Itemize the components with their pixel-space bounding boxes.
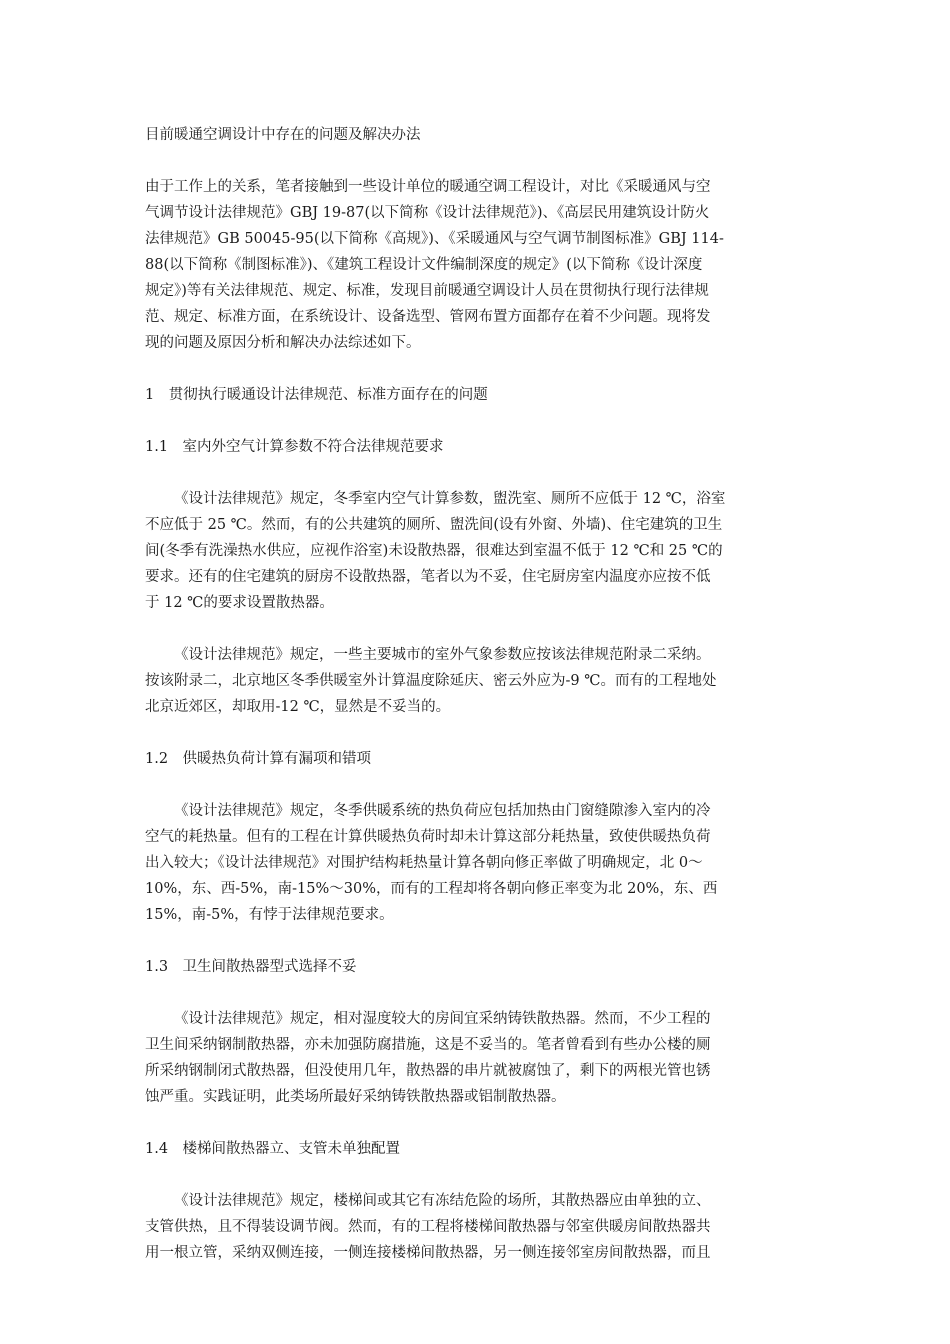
- paragraph-line: 蚀严重。实践证明，此类场所最好采纳铸铁散热器或铝制散热器。: [145, 1089, 566, 1105]
- paragraph-line: 《设计法律规范》规定，相对湿度较大的房间宜采纳铸铁散热器。然而，不少工程的: [174, 1011, 711, 1027]
- section-1-3-paragraph-1: [145, 1006, 807, 1110]
- section-1-4-heading: 1.4 楼梯间散热器立、支管未单独配置: [145, 1141, 401, 1157]
- paragraph-line: 不应低于 25 ℃。然而，有的公共建筑的厕所、盥洗间(设有外窗、外墙)、住宅建筑的卫生: [145, 517, 723, 533]
- paragraph-line: 出入较大；《设计法律规范》对围护结构耗热量计算各朝向修正率做了明确规定，北 0～: [145, 855, 703, 871]
- paragraph-line: 气调节设计法律规范》GBJ 19-87(以下简称《设计法律规范》)、《高层民用建筑设计防火: [145, 205, 710, 221]
- section-1-2-heading: 1.2 供暖热负荷计算有漏项和错项: [145, 751, 372, 767]
- paragraph-line: 88(以下简称《制图标准》)、《建筑工程设计文件编制深度的规定》(以下简称《设计深度: [145, 257, 703, 273]
- paragraph-line: 卫生间采纳钢制散热器，亦未加强防腐措施，这是不妥当的。笔者曾看到有些办公楼的厕: [145, 1037, 711, 1053]
- paragraph-line: 所采纳钢制闭式散热器，但没使用几年，散热器的串片就被腐蚀了，剩下的两根光管也锈: [145, 1063, 711, 1079]
- paragraph-line: 用一根立管，采纳双侧连接，一侧连接楼梯间散热器，另一侧连接邻室房间散热器，而且: [145, 1245, 711, 1261]
- paragraph-line: 《设计法律规范》规定，楼梯间或其它有冻结危险的场所，其散热器应由单独的立、: [174, 1193, 711, 1209]
- intro-paragraph: [145, 174, 807, 356]
- paragraph-line: 《设计法律规范》规定，冬季室内空气计算参数，盥洗室、厕所不应低于 12 ℃，浴室: [174, 491, 726, 507]
- section-1-1-paragraph-1: [145, 486, 807, 616]
- paragraph-line: 法律规范》GB 50045-95(以下简称《高规》)、《采暖通风与空气调节制图标准》GBJ 114-: [145, 231, 724, 247]
- section-1-2-paragraph-1: [145, 798, 807, 928]
- paragraph-line: 10%，东、西-5%，南-15%～30%，而有的工程却将各朝向修正率变为北 20%，东、西: [145, 881, 718, 897]
- paragraph-line: 要求。还有的住宅建筑的厨房不设散热器，笔者以为不妥，住宅厨房室内温度亦应按不低: [145, 569, 711, 585]
- section-1-1-paragraph-2: [145, 642, 807, 720]
- paragraph-line: 《设计法律规范》规定，冬季供暖系统的热负荷应包括加热由门窗缝隙渗入室内的冷: [174, 803, 711, 819]
- paragraph-line: 按该附录二，北京地区冬季供暖室外计算温度除延庆、密云外应为-9 ℃。而有的工程地处: [145, 673, 717, 689]
- paragraph-line: 范、规定、标准方面，在系统设计、设备选型、管网布置方面都存在着不少问题。现将发: [145, 309, 711, 325]
- section-1-4-paragraph-1: [145, 1188, 807, 1266]
- section-1-1-heading: 1.1 室内外空气计算参数不符合法律规范要求: [145, 439, 444, 455]
- paragraph-line: 规定》)等有关法律规范、规定、标准，发现目前暖通空调设计人员在贯彻执行现行法律规: [145, 283, 709, 299]
- paragraph-line: 由于工作上的关系，笔者接触到一些设计单位的暖通空调工程设计，对比《采暖通风与空: [145, 179, 711, 195]
- paragraph-line: 北京近郊区，却取用-12 ℃，显然是不妥当的。: [145, 699, 451, 715]
- paragraph-line: 空气的耗热量。但有的工程在计算供暖热负荷时却未计算这部分耗热量，致使供暖热负荷: [145, 829, 711, 845]
- paragraph-line: 《设计法律规范》规定，一些主要城市的室外气象参数应按该法律规范附录二采纳。: [174, 647, 711, 663]
- paragraph-line: 间(冬季有洗澡热水供应，应视作浴室)未设散热器，很难达到室温不低于 12 ℃和 25 ℃的: [145, 543, 723, 559]
- section-1-heading: 1 贯彻执行暖通设计法律规范、标准方面存在的问题: [145, 387, 488, 403]
- paragraph-line: 于 12 ℃的要求设置散热器。: [145, 595, 334, 611]
- section-1-3-heading: 1.3 卫生间散热器型式选择不妥: [145, 959, 357, 975]
- paragraph-line: 现的问题及原因分析和解决办法综述如下。: [145, 335, 421, 351]
- document-body: [145, 122, 807, 1266]
- paragraph-line: 支管供热，且不得装设调节阀。然而，有的工程将楼梯间散热器与邻室供暖房间散热器共: [145, 1219, 711, 1235]
- document-title: 目前暖通空调设计中存在的问题及解决办法: [145, 127, 421, 143]
- paragraph-line: 15%，南-5%，有悖于法律规范要求。: [145, 907, 394, 923]
